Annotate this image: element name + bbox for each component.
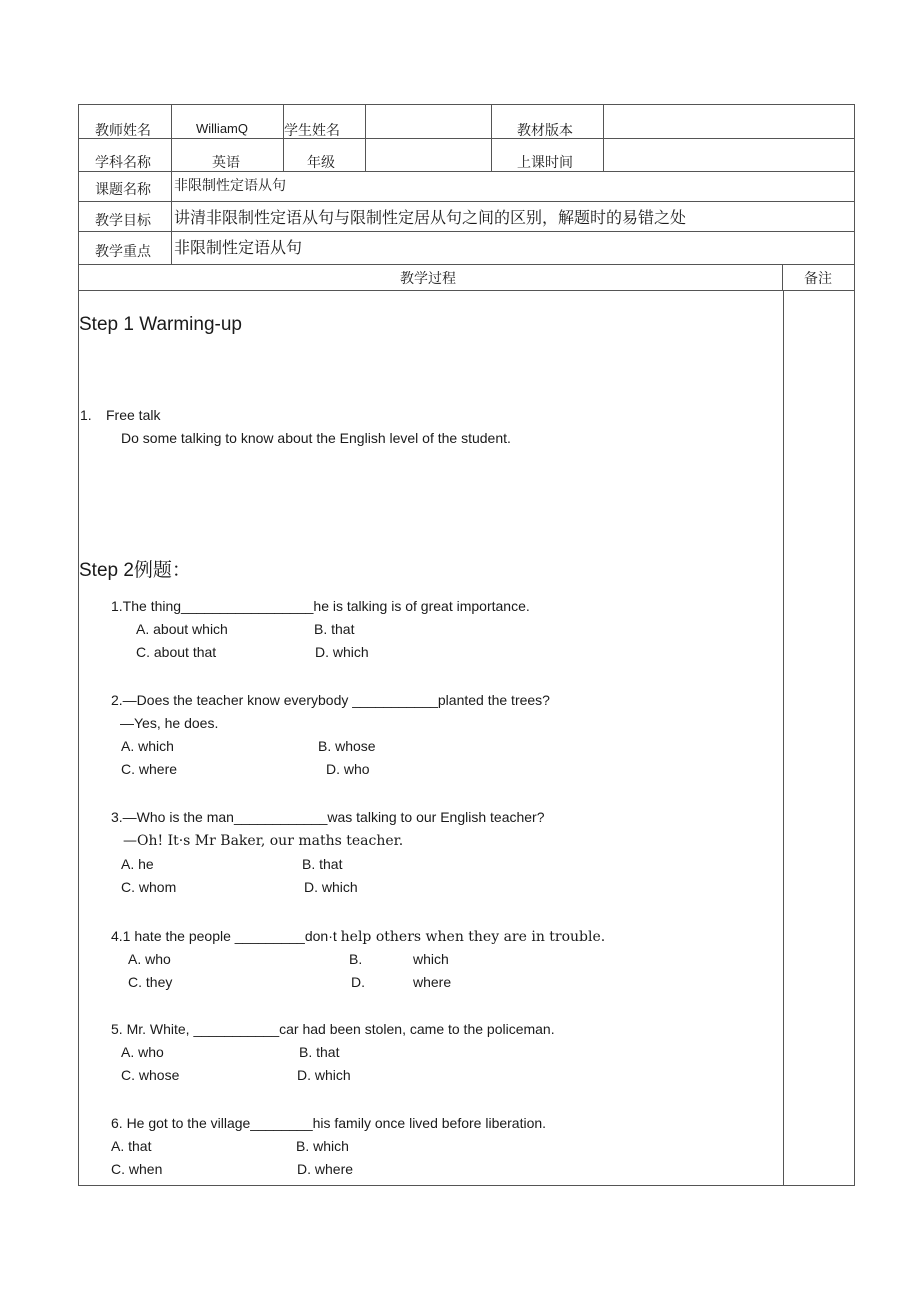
info-row-5	[79, 232, 854, 265]
question-4-part2: help others when they are in trouble.	[340, 929, 606, 945]
goal-value: 讲清非限制性定语从句与限制性定居从句之间的区别，解题时的易错之处	[174, 208, 687, 227]
q1-option-a: A. about which	[136, 621, 228, 637]
question-3: 3.—Who is the man____________was talking to our English teacher?	[111, 809, 545, 825]
teacher-value: WilliamQ	[196, 121, 248, 136]
question-4-part1: 4.1 hate the people _________don·t	[111, 928, 341, 944]
topic-value: 非限制性定语从句	[174, 178, 286, 194]
textbook-label: 教材版本	[517, 123, 573, 139]
q3-option-d: D. which	[304, 879, 358, 895]
teacher-label: 教师姓名	[95, 123, 151, 139]
q3-option-a: A. he	[121, 856, 154, 872]
q4-option-b-letter: B.	[349, 951, 363, 967]
q6-option-a: A. that	[111, 1138, 152, 1154]
goal-label: 教学目标	[95, 213, 151, 229]
step1-title: Step 1 Warming-up	[79, 314, 242, 335]
q5-option-b: B. that	[299, 1044, 340, 1060]
q4-option-d-letter: D.	[351, 974, 365, 990]
q4-option-a: A. who	[128, 951, 171, 967]
process-column	[79, 291, 784, 1185]
class-time-label: 上课时间	[517, 155, 573, 171]
q4-option-c: C. they	[128, 974, 173, 990]
question-5: 5. Mr. White, ___________car had been stolen, came to the policeman.	[111, 1021, 555, 1037]
q4-option-b-text: which	[413, 951, 449, 967]
question-2: 2.—Does the teacher know everybody ___________planted the trees?	[111, 692, 550, 708]
q2-option-d: D. who	[326, 761, 370, 777]
q6-option-c: C. when	[111, 1161, 163, 1177]
process-label: 教学过程	[400, 271, 456, 287]
question-2-reply: —Yes, he does.	[120, 715, 219, 731]
q5-option-a: A. who	[121, 1044, 164, 1060]
step1-item-title: Free talk	[106, 407, 161, 423]
grade-label: 年级	[307, 155, 335, 171]
focus-label: 教学重点	[95, 244, 151, 260]
q2-option-c: C. where	[121, 761, 178, 777]
info-row-2	[79, 139, 854, 172]
notes-label: 备注	[804, 271, 832, 287]
step1-item-number: 1.	[80, 407, 92, 423]
q1-option-b: B. that	[314, 621, 355, 637]
q5-option-c: C. whose	[121, 1067, 180, 1083]
q4-option-d-text: where	[413, 974, 452, 990]
q3-option-c: C. whom	[121, 879, 177, 895]
q2-option-b: B. whose	[318, 738, 376, 754]
focus-value: 非限制性定语从句	[174, 238, 303, 257]
question-6: 6. He got to the village________his family once lived before liberation.	[111, 1115, 547, 1131]
q5-option-d: D. which	[297, 1067, 351, 1083]
student-label: 学生姓名	[284, 123, 340, 139]
step2-title: Step 2例题：	[79, 560, 191, 581]
process-header-row	[79, 265, 854, 291]
subject-value: 英语	[212, 155, 240, 171]
info-row-4	[79, 202, 854, 232]
step1-item-text: Do some talking to know about the English level of the student.	[121, 430, 511, 446]
q2-option-a: A. which	[121, 738, 174, 754]
question-1: 1.The thing_________________he is talking is of great importance.	[111, 598, 530, 614]
q6-option-d: D. where	[297, 1161, 354, 1177]
info-row-3	[79, 172, 854, 202]
q6-option-b: B. which	[296, 1138, 349, 1154]
q1-option-d: D. which	[315, 644, 369, 660]
q1-option-c: C. about that	[136, 644, 217, 660]
question-3-reply: —Oh! It·s Mr Baker, our maths teacher.	[123, 833, 404, 849]
q3-option-b: B. that	[302, 856, 343, 872]
subject-label: 学科名称	[95, 155, 151, 171]
topic-label: 课题名称	[95, 182, 151, 198]
info-row-1	[79, 105, 854, 139]
process-body-row	[79, 291, 854, 1185]
question-4	[111, 928, 605, 945]
